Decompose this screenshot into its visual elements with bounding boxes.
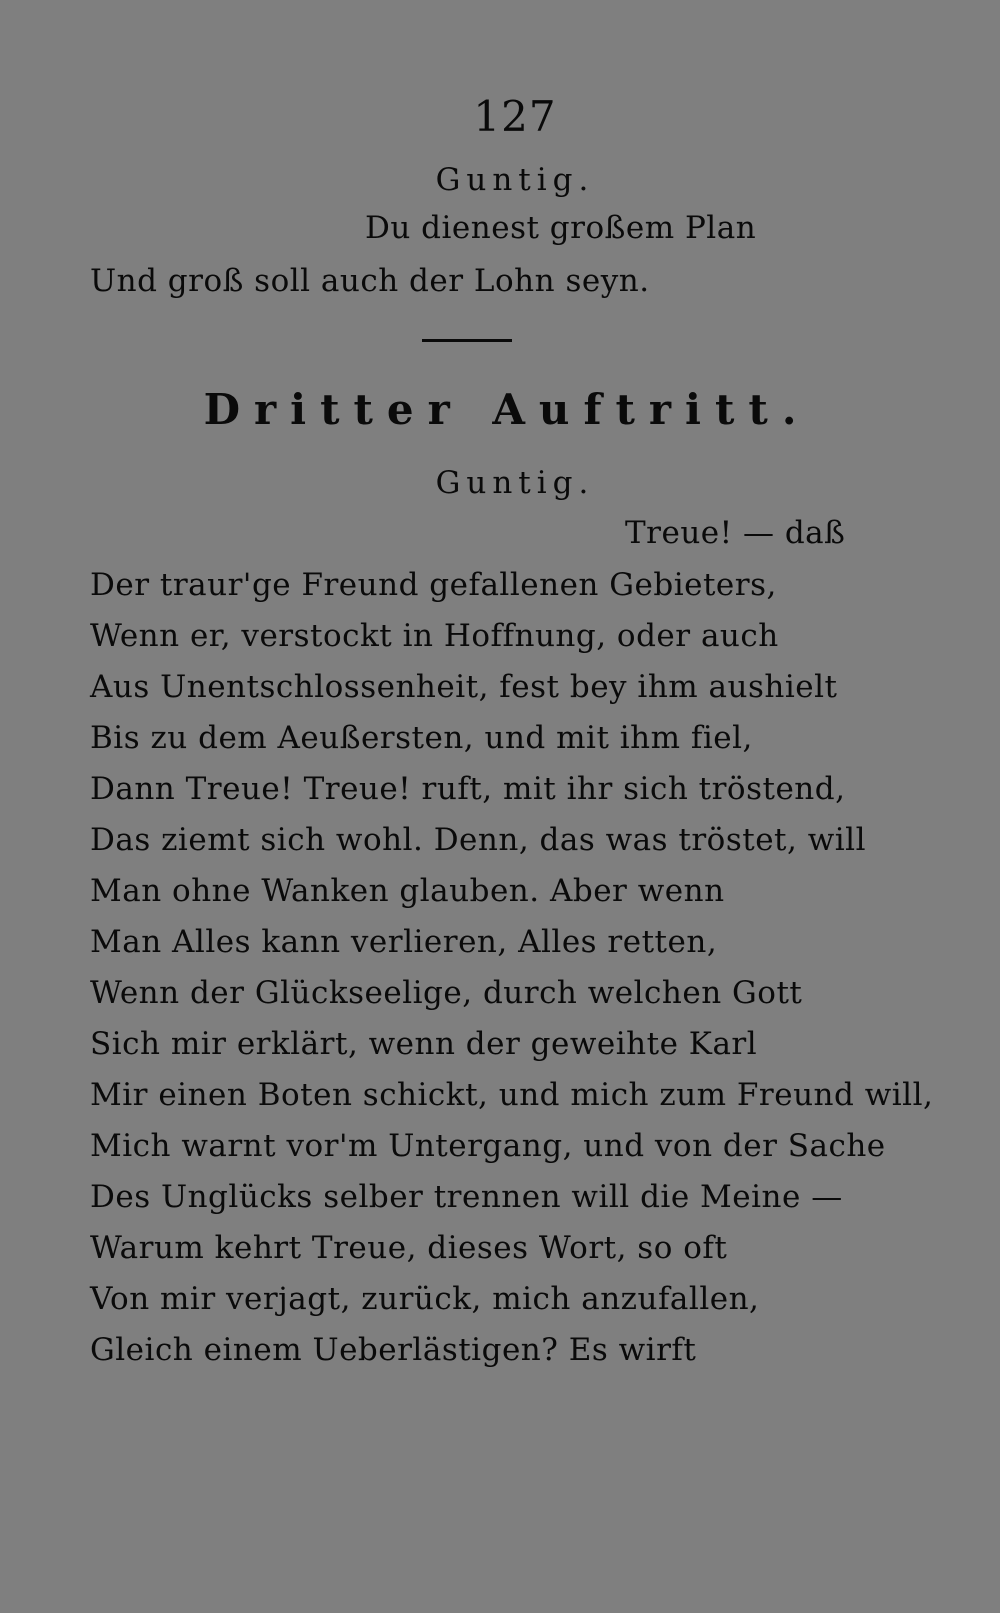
verse-line: Und groß soll auch der Lohn seyn. (90, 263, 650, 299)
verse-line: Der traur'ge Freund gefallenen Gebieters, (90, 567, 777, 603)
section-divider (422, 339, 512, 342)
page-number: 127 (473, 92, 557, 141)
verse-line: Mir einen Boten schickt, und mich zum Freund will, (90, 1077, 934, 1113)
verse-line: Warum kehrt Treue, dieses Wort, so oft (90, 1230, 728, 1266)
verse-line: Aus Unentschlossenheit, fest bey ihm aushielt (90, 669, 838, 705)
verse-line: Mich warnt vor'm Untergang, und von der Sache (90, 1128, 886, 1164)
verse-line: Bis zu dem Aeußersten, und mit ihm fiel, (90, 720, 753, 756)
verse-line: Gleich einem Ueberlästigen? Es wirft (90, 1332, 697, 1368)
verse-line: Du dienest großem Plan (365, 210, 757, 246)
verse-line: Dann Treue! Treue! ruft, mit ihr sich tröstend, (90, 771, 846, 807)
verse-line: Wenn er, verstockt in Hoffnung, oder auch (90, 618, 779, 654)
verse-line: Wenn der Glückseelige, durch welchen Gott (90, 975, 803, 1011)
verse-line: Treue! — daß (625, 515, 846, 551)
verse-line: Von mir verjagt, zurück, mich anzufallen, (90, 1281, 760, 1317)
verse-line: Sich mir erklärt, wenn der geweihte Karl (90, 1026, 758, 1062)
verse-line: Des Unglücks selber trennen will die Meine — (90, 1179, 843, 1215)
scene-heading: Dritter Auftritt. (203, 385, 811, 434)
verse-line: Das ziemt sich wohl. Denn, das was tröstet, will (90, 822, 866, 858)
verse-line: Man ohne Wanken glauben. Aber wenn (90, 873, 725, 909)
verse-line: Man Alles kann verlieren, Alles retten, (90, 924, 718, 960)
speaker-name: Guntig. (435, 162, 595, 198)
speaker-name: Guntig. (435, 465, 595, 501)
